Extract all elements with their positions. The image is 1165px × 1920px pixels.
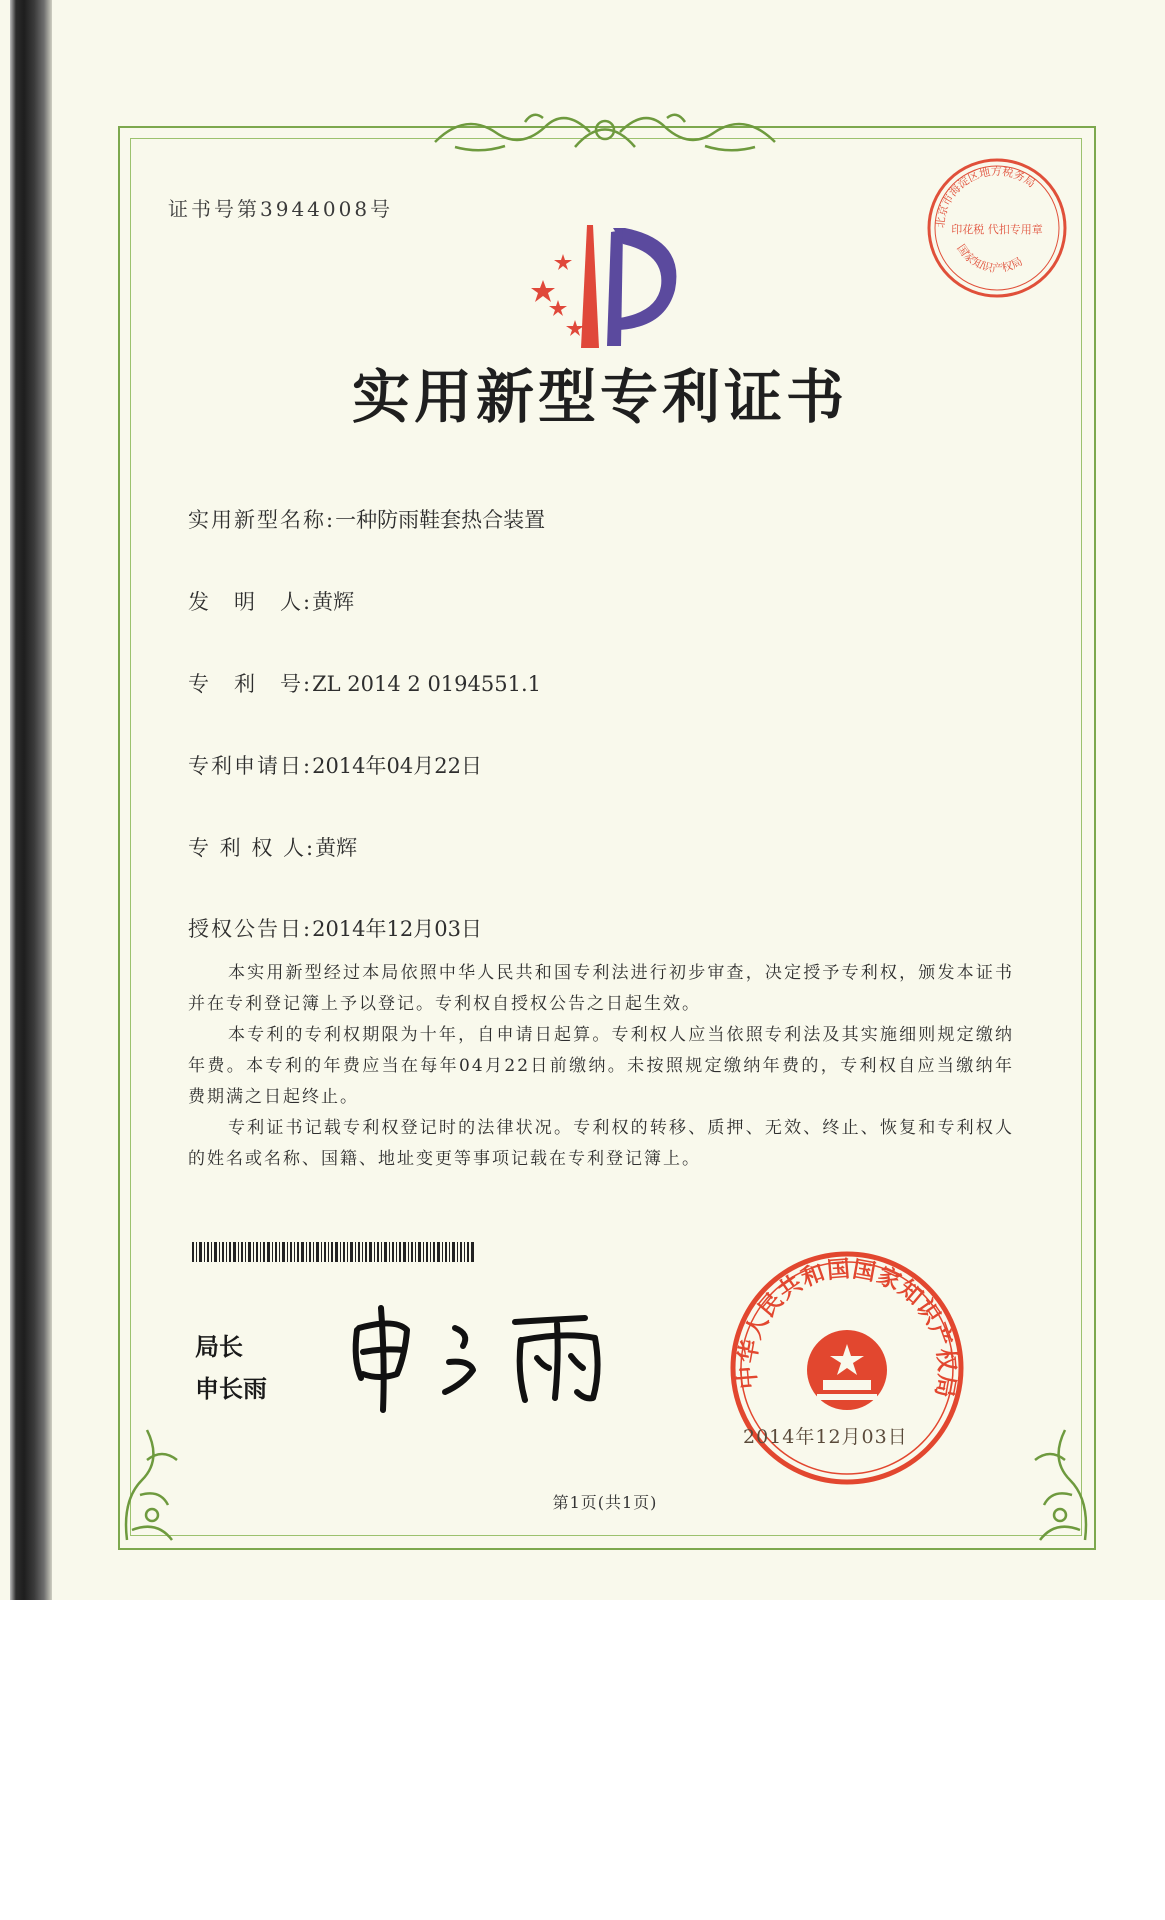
svg-text:国家知识产权局 <box>954 242 1024 275</box>
body-paragraph: 本实用新型经过本局依照中华人民共和国专利法进行初步审查，决定授予专利权，颁发本证书并在专利登记簿上予以登记。专利权自授权公告之日起生效。 <box>188 963 1014 1014</box>
director-block <box>195 1326 267 1410</box>
field-value: 2014年04月22日 <box>312 754 482 778</box>
director-name: 申长雨 <box>195 1375 267 1403</box>
field-label: 授权公告日: <box>188 917 313 941</box>
corner-ornament-left <box>112 1400 202 1550</box>
top-ornament <box>425 102 785 162</box>
barcode <box>192 1242 476 1262</box>
certificate-title: 实用新型专利证书 <box>351 363 848 431</box>
tax-stamp-bottom-text: 国家知识产权局 <box>954 241 1025 275</box>
field-label: 实用新型名称: <box>188 508 336 532</box>
svg-text:北京市海淀区地方税务局 <box>934 164 1038 228</box>
certificate-body <box>188 958 1014 1175</box>
tax-stamp <box>924 155 1070 301</box>
official-seal <box>727 1248 967 1488</box>
field-value: 黄辉 <box>312 590 355 614</box>
field-value: 黄辉 <box>315 836 358 860</box>
field-label: 专 利 号: <box>188 672 313 696</box>
field-label: 专利申请日: <box>188 754 313 778</box>
field-label: 发 明 人: <box>188 590 313 614</box>
certificate-number: 证书号第3944008号 <box>168 197 394 221</box>
field-application-date <box>188 750 482 780</box>
field-inventor <box>188 586 354 616</box>
patent-office-logo <box>525 210 700 350</box>
field-patent-number <box>188 668 541 698</box>
field-patentee <box>188 832 357 862</box>
body-paragraph: 本专利的专利权期限为十年，自申请日起算。专利权人应当依照专利法及其实施细则规定缴纳年费。本专利的年费应当在每年04月22日前缴纳。未按照规定缴纳年费的，专利权自应当缴纳年费期满之日起终止。 <box>188 1025 1014 1107</box>
page-number: 第1页(共1页) <box>552 1493 658 1512</box>
field-value: 2014年12月03日 <box>312 917 482 941</box>
field-value: 一种防雨鞋套热合装置 <box>335 508 546 532</box>
corner-ornament-right <box>1010 1400 1100 1550</box>
field-label: 专 利 权 人: <box>188 836 316 860</box>
director-title: 局长 <box>195 1333 243 1361</box>
tax-stamp-outer-text: 北京市海淀区地方税务局 <box>933 164 1038 229</box>
binder-edge <box>10 0 52 1600</box>
seal-text: 中华人民共和国国家知识产权局 <box>734 1256 960 1401</box>
director-signature <box>345 1300 625 1415</box>
tax-stamp-inner-text: 印花税 代扣专用章 <box>951 223 1043 236</box>
field-grant-date <box>188 913 482 943</box>
field-utility-model-name <box>188 504 545 534</box>
field-value: ZL 2014 2 0194551.1 <box>312 672 542 696</box>
seal-date: 2014年12月03日 <box>743 1426 908 1448</box>
body-paragraph: 专利证书记载专利权登记时的法律状况。专利权的转移、质押、无效、终止、恢复和专利权人的姓名或名称、国籍、地址变更等事项记载在专利登记簿上。 <box>188 1118 1014 1169</box>
